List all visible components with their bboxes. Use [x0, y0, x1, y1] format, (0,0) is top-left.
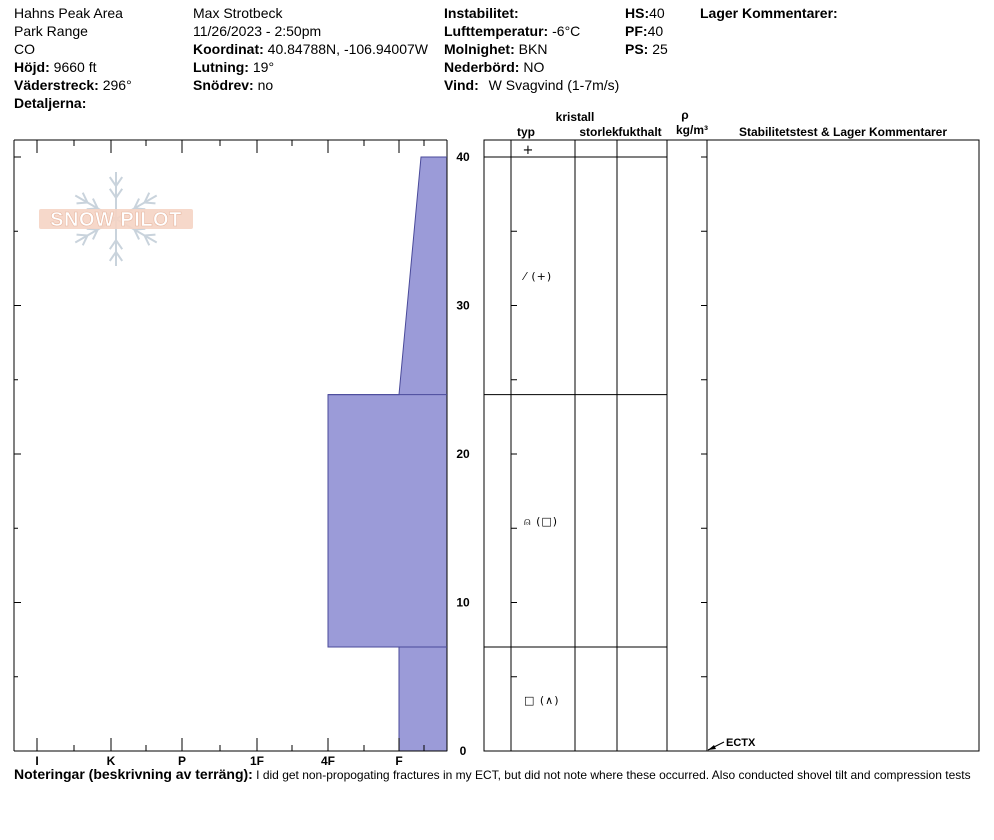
snowpilot-logo: [39, 172, 193, 266]
elevation-value: 9660 ft: [53, 59, 97, 75]
elevation-label: Höjd:: [14, 59, 50, 75]
hardness-tick-label: I: [35, 754, 39, 768]
table-outline: [484, 140, 979, 751]
drift-label: Snödrev:: [193, 77, 254, 93]
observation-datetime: 11/26/2023 - 2:50pm: [193, 23, 322, 39]
stability-test-arrowhead: [708, 745, 716, 750]
height-tick-label: 0: [459, 744, 467, 758]
flake-branch: [77, 235, 88, 236]
header-crystal: kristall: [555, 110, 595, 124]
notes-text: I did get non-propogating fractures in my ECT, but did not note where these occurred. Also conducted shovel tilt and compression tests: [256, 768, 971, 782]
height-tick-label: 20: [456, 447, 470, 461]
surface-symbol: +: [522, 143, 534, 158]
pf-label: PF:: [625, 23, 648, 39]
header-stability: Stabilitetstest & Lager Kommentarer: [738, 125, 948, 139]
grain-symbol: ⍝ (□): [524, 515, 559, 528]
height-tick-label: 10: [456, 595, 470, 610]
cloud-label: Molnighet:: [444, 41, 515, 57]
hs-value: 40: [649, 5, 665, 21]
hardness-tick-label: 4F: [320, 754, 336, 768]
header-type: typ: [517, 125, 535, 139]
instability-label: Instabilitet:: [444, 5, 519, 21]
ps-label: PS:: [625, 41, 649, 57]
location-name: Hahns Peak Area: [14, 5, 123, 21]
observer-name: Max Strotbeck: [193, 5, 283, 21]
hardness-tick-label: 1F: [249, 754, 265, 768]
header-size: storlek: [579, 125, 619, 139]
hardness-profile: [328, 157, 447, 751]
grain-symbol: □ (∧): [524, 694, 560, 707]
height-tick-label: 40: [456, 150, 470, 164]
aspect-value: 296°: [102, 77, 132, 93]
hardness-tick-label: P: [177, 754, 187, 768]
hs-label: HS:: [625, 5, 650, 21]
aspect-label: Väderstreck:: [14, 77, 99, 93]
hardness-tick-label: K: [106, 754, 116, 768]
flake-branch: [77, 203, 88, 204]
airtemp-label: Lufttemperatur:: [444, 23, 549, 39]
header-moisture: fukthalt: [618, 125, 662, 139]
layer-table: [484, 108, 979, 751]
header-density-unit: kg/m³: [675, 123, 709, 137]
layer-comments-label: Lager Kommentarer:: [700, 5, 838, 21]
logo-text: SNOW PILOT: [50, 209, 182, 231]
slope-label: Lutning:: [193, 59, 249, 75]
precip-value: NO: [523, 59, 545, 75]
range-name: Park Range: [14, 23, 88, 39]
wind-label: Vind:: [444, 77, 479, 93]
header-density-symbol: ρ: [681, 108, 689, 122]
height-tick-label: 30: [456, 298, 470, 313]
wind-value: W Svagvind (1-7m/s): [488, 77, 620, 93]
grain-symbol: ⁄ (+): [524, 270, 553, 283]
flake-branch: [144, 203, 155, 204]
cloud-value: BKN: [518, 41, 548, 57]
coordinate-value: 40.84788N, -106.94007W: [267, 41, 428, 57]
airtemp-value: -6°C: [552, 23, 581, 39]
notes-label: Noteringar (beskrivning av terräng):: [14, 766, 253, 782]
state-name: CO: [14, 41, 35, 57]
pf-value: 40: [647, 23, 664, 39]
ps-value: 25: [652, 41, 668, 57]
flake-branch: [144, 235, 155, 236]
terrain-notes: [14, 766, 994, 783]
slope-value: 19°: [252, 59, 275, 75]
coordinate-label: Koordinat:: [193, 41, 264, 57]
stability-test-label: ECTX: [726, 737, 756, 749]
hardness-tick-label: F: [395, 754, 403, 768]
precip-label: Nederbörd:: [444, 59, 520, 75]
details-label: Detaljerna:: [14, 95, 87, 111]
drift-value: no: [257, 77, 274, 93]
